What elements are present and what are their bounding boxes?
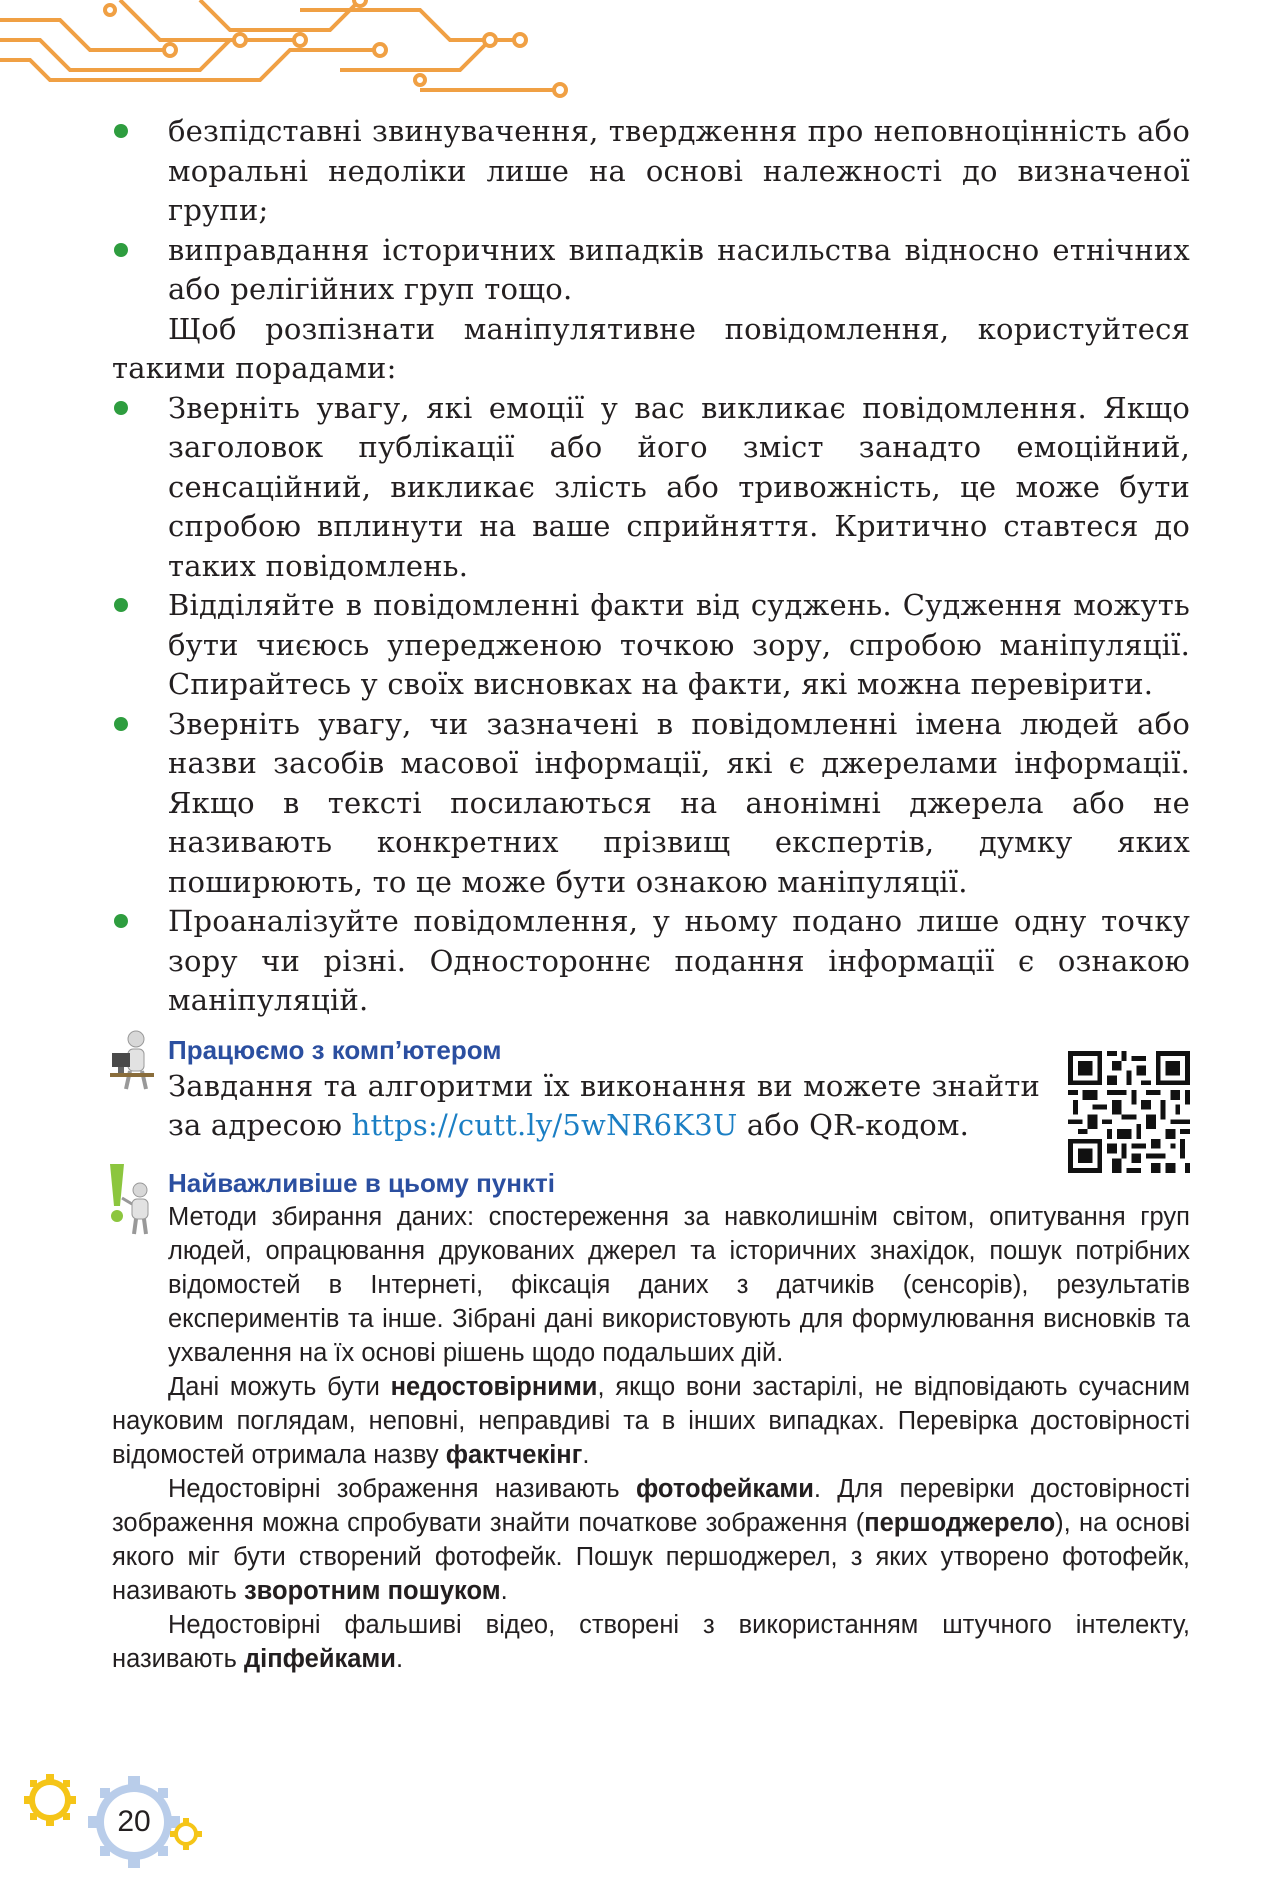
important-section [112,1166,1190,1676]
list-item: Зверніть увагу, чи зазначені в повідомленні імена людей або назви засобів масової інформації, які є джерелами інформації. Якщо в тексті посилаються на анонімні джерела або не називають конкретних прізвищ експертів, думку яких поширюють, то це може бути ознакою маніпуляції. [112,705,1190,903]
bullet-icon [114,124,128,138]
exclamation-person-icon [104,1160,156,1236]
tips-list [112,389,1190,1021]
computer-heading: Працюємо з комп’ютером [168,1034,502,1065]
list-item: виправдання історичних випадків насильства відносно етнічних або релігійних груп тощо. [112,231,1190,310]
summary-paragraph-4: Недостовірні фальшиві відео, створені з використанням штучного інтелекту, називають діпфейками. [112,1610,1190,1673]
task-link[interactable]: https://cutt.ly/5wNR6K3U [351,1108,738,1142]
summary-paragraph-2: Дані можуть бути недостовірними, якщо вони застарілі, не відповідають сучасним науковим поглядам, неповні, неправдиві та в інших випадках. Перевірка достовірності відомостей отримала назву фактчекінг. [112,1372,1190,1469]
bullet-icon [114,598,128,612]
summary-paragraph-3: Недостовірні зображення називають фотофейками. Для перевірки достовірності зображення можна спробувати знайти початкове зображення (першоджерело), на основі якого міг бути створений фотофейк. Пошук першоджерел, з яких утворено фотофейк, називають зворотним пошуком. [112,1474,1190,1605]
tips-intro: Щоб розпізнати маніпулятивне повідомлення, користуйтеся такими порадами: [112,311,1190,385]
list-item: безпідставні звинувачення, твердження про неповноцінність або моральні недоліки лише на основі належності до визначеної групи; [112,112,1190,231]
summary-paragraph-1: Методи збирання даних: спостереження за навколишнім світом, опитування груп людей, опрацювання друкованих джерел та історичних знахідок, пошук потрібних відомостей в Інтернеті, фіксація даних з датчиків (сенсорів), результатів експериментів та інше. Зібрані дані використовують для формулювання висновків та ухвалення на їх основі рішень щодо подальших дій. [168,1202,1190,1367]
list-item: Зверніть увагу, які емоції у вас викликає повідомлення. Якщо заголовок публікації або його зміст занадто емоційний, сенсаційний, викликає злість або тривожність, це може бути спробою вплинути на ваше сприйняття. Критично ставтеся до таких повідомлень. [112,389,1190,587]
list-item: Відділяйте в повідомленні факти від суджень. Судження можуть бути чиєюсь упередженою точкою зору, спробою маніпуляції. Спирайтесь у своїх висновках на факти, які можна перевірити. [112,586,1190,705]
bullet-icon [114,243,128,257]
bullet-icon [114,401,128,415]
person-at-computer-icon [106,1029,160,1093]
page-number: 20 [117,1805,151,1838]
page-footer [18,1768,218,1868]
computer-section [112,1033,1190,1146]
qr-code[interactable] [1068,1051,1190,1173]
bullet-icon [114,914,128,928]
computer-text: Завдання та алгоритми їх виконання ви можете знайти за адресою https://cutt.ly/5wNR6K3U або QR-кодом. [168,1068,1040,1142]
important-heading: Найважливіше в цьому пункті [168,1167,555,1198]
circuit-decoration [0,0,600,100]
list-item: Проаналізуйте повідомлення, у ньому подано лише одну точку зору чи різні. Одностороннє подання інформації є ознакою маніпуляцій. [112,902,1190,1021]
bullet-list-top [112,112,1190,310]
bullet-icon [114,717,128,731]
